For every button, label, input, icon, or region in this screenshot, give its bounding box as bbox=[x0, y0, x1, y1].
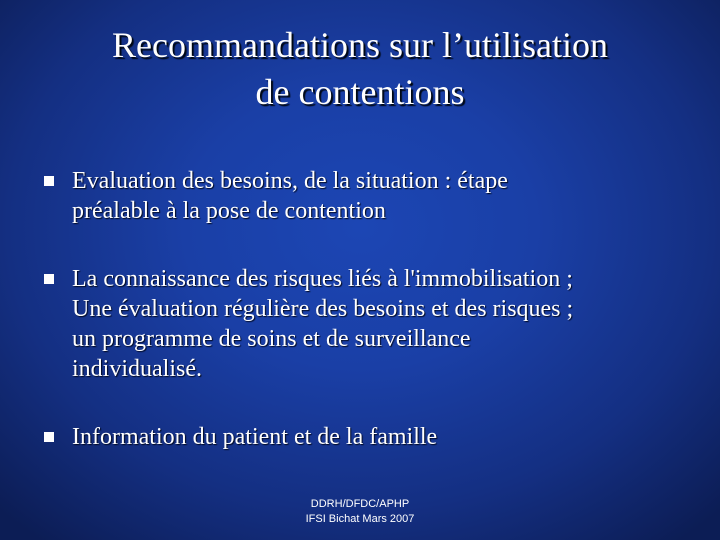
footer-line-institution-date: IFSI Bichat Mars 2007 bbox=[305, 513, 415, 525]
slide-title: Recommandations sur l’utilisation de contentions bbox=[112, 25, 608, 112]
square-bullet-icon bbox=[44, 432, 54, 442]
bullet-list bbox=[44, 166, 684, 452]
bullet-item bbox=[44, 166, 684, 226]
square-bullet-icon bbox=[44, 176, 54, 186]
bullet-item bbox=[44, 264, 684, 384]
footer-line-organization: DDRH/DFDC/APHP bbox=[310, 498, 410, 510]
bullet-text: Evaluation des besoins, de la situation : étape préalable à la pose de contention bbox=[72, 168, 508, 224]
square-bullet-icon bbox=[44, 274, 54, 284]
bullet-text: Information du patient et de la famille bbox=[72, 424, 438, 450]
slide-footer bbox=[260, 497, 460, 527]
bullet-item bbox=[44, 422, 684, 452]
bullet-text: La connaissance des risques liés à l'immobilisation ; Une évaluation régulière des besoins et des risques ; un programme de soins et de surveillance individualisé. bbox=[72, 266, 574, 382]
